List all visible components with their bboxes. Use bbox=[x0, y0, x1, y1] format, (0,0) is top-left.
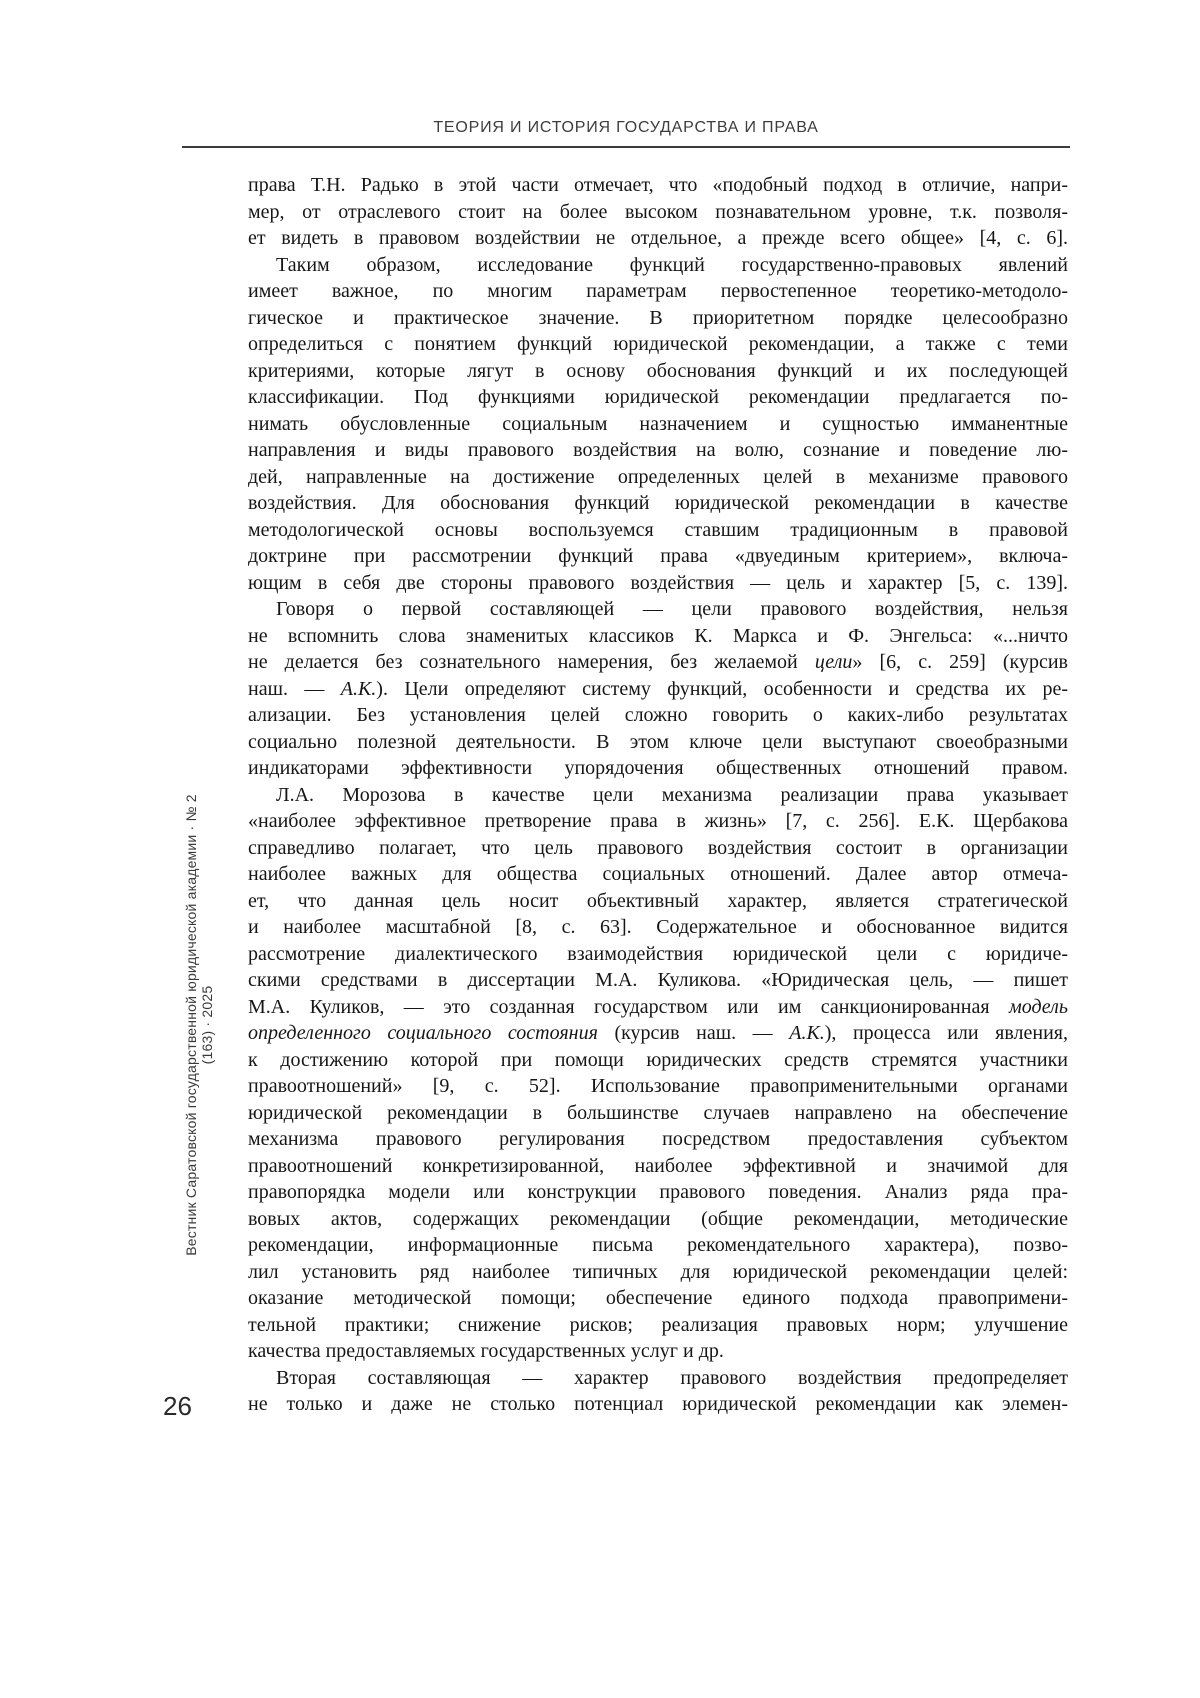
text-line bbox=[248, 967, 1068, 994]
text-line bbox=[248, 225, 1068, 252]
journal-imprint-vertical: Вестник Саратовской государственной юридической академии · № 2 (163) · 2025 bbox=[183, 794, 215, 1256]
italic-text-segment: определенного социального состояния bbox=[248, 1022, 598, 1044]
text-line bbox=[248, 1153, 1068, 1180]
text-line bbox=[248, 411, 1068, 438]
text-segment: тельной практики; снижение рисков; реализация правовых норм; улучшение bbox=[248, 1313, 1068, 1336]
text-segment: имеет важное, по многим параметрам первостепенное теоретико-методоло- bbox=[248, 280, 1068, 302]
text-segment: классификации. Под функциями юридической рекомендации предлагается по- bbox=[248, 386, 1068, 408]
text-segment: механизма правового регулирования посредством предоставления субъектом bbox=[248, 1128, 1068, 1150]
text-line bbox=[248, 278, 1068, 305]
text-line bbox=[248, 1259, 1068, 1286]
text-line bbox=[248, 1179, 1068, 1206]
text-segment: ет, что данная цель носит объективный характер, является стратегической bbox=[248, 889, 1068, 912]
text-line bbox=[248, 1391, 1068, 1418]
italic-text-segment: А.К. bbox=[340, 677, 377, 700]
text-segment: социально полезной деятельности. В этом ключе цели выступают своеобразными bbox=[248, 730, 1068, 753]
text-segment: не только и даже не столько потенциал юридической рекомендации как элемен- bbox=[248, 1393, 1068, 1415]
text-line bbox=[248, 596, 1068, 623]
paragraph bbox=[248, 1365, 1068, 1418]
text-segment: оказание методической помощи; обеспечение единого подхода правопримени- bbox=[248, 1287, 1068, 1309]
text-segment: к достижению которой при помощи юридических средств стремятся участники bbox=[248, 1048, 1068, 1071]
text-segment: правопорядка модели или конструкции правового поведения. Анализ ряда пра- bbox=[248, 1181, 1068, 1203]
text-line bbox=[248, 464, 1068, 491]
text-segment: ), процесса или явления, bbox=[824, 1022, 1068, 1044]
text-line bbox=[248, 1047, 1068, 1074]
text-line bbox=[248, 782, 1068, 809]
text-segment: дей, направленные на достижение определенных целей в механизме правового bbox=[248, 465, 1068, 488]
italic-text-segment: А.К. bbox=[789, 1022, 825, 1044]
text-segment: не делается без сознательного намерения, без желаемой bbox=[248, 651, 815, 673]
text-line bbox=[248, 490, 1068, 517]
text-line bbox=[248, 623, 1068, 650]
text-line bbox=[248, 1206, 1068, 1233]
text-segment: не вспомнить слова знаменитых классиков К. Маркса и Ф. Энгельса: «...ничто bbox=[248, 624, 1068, 647]
page-number: 26 bbox=[163, 1391, 192, 1421]
text-line bbox=[248, 570, 1068, 597]
text-line bbox=[248, 1126, 1068, 1153]
italic-text-segment: цели bbox=[814, 651, 853, 673]
text-segment: правоотношений конкретизированной, наиболее эффективной и значимой для bbox=[248, 1154, 1068, 1177]
text-segment: Говоря о первой составляющей — цели правового воздействия, нельзя bbox=[276, 598, 1068, 620]
text-line bbox=[248, 437, 1068, 464]
text-segment: ). Цели определяют систему функций, особенности и средства их ре- bbox=[376, 677, 1068, 700]
text-line bbox=[248, 861, 1068, 888]
text-line bbox=[248, 199, 1068, 226]
text-line bbox=[248, 517, 1068, 544]
text-segment: определиться с понятием функций юридической рекомендации, а также с теми bbox=[248, 333, 1068, 355]
text-line bbox=[248, 1312, 1068, 1339]
text-segment: вовых актов, содержащих рекомендации (общие рекомендации, методические bbox=[248, 1207, 1068, 1230]
text-line bbox=[248, 252, 1068, 279]
text-segment: наиболее важных для общества социальных отношений. Далее автор отмеча- bbox=[248, 863, 1068, 885]
text-line bbox=[248, 702, 1068, 729]
text-segment: «наиболее эффективное претворение права в жизнь» [7, с. 256]. Е.К. Щербакова bbox=[248, 810, 1068, 832]
text-segment: мер, от отраслевого стоит на более высоком познавательном уровне, т.к. позволя- bbox=[248, 200, 1068, 223]
text-segment: ализации. Без установления целей сложно говорить о каких-либо результатах bbox=[248, 704, 1068, 726]
text-line bbox=[248, 941, 1068, 968]
text-line bbox=[248, 1020, 1068, 1047]
text-segment: качества предоставляемых государственных услуг и др. bbox=[248, 1340, 724, 1362]
paragraph bbox=[248, 252, 1068, 597]
section-title: ТЕОРИЯ И ИСТОРИЯ ГОСУДАРСТВА И ПРАВА bbox=[433, 119, 819, 136]
text-segment: ет видеть в правовом воздействии не отдельное, а прежде всего общее» [4, с. 6]. bbox=[248, 227, 1068, 249]
text-segment: методологической основы воспользуемся ставшим традиционным в правовой bbox=[248, 518, 1068, 541]
paragraph bbox=[248, 782, 1068, 1365]
italic-text-segment: модель bbox=[1008, 995, 1068, 1018]
text-segment: и наиболее масштабной [8, с. 63]. Содержательное и обоснованное видится bbox=[248, 916, 1068, 938]
text-line bbox=[248, 358, 1068, 385]
text-line bbox=[248, 994, 1068, 1021]
text-line bbox=[248, 888, 1068, 915]
text-segment: воздействия. Для обоснования функций юридической рекомендации в качестве bbox=[248, 492, 1068, 514]
text-line bbox=[248, 384, 1068, 411]
text-line bbox=[248, 729, 1068, 756]
text-line bbox=[248, 1338, 1068, 1365]
text-segment: Таким образом, исследование функций государственно-правовых явлений bbox=[276, 253, 1068, 276]
text-line bbox=[248, 543, 1068, 570]
text-line bbox=[248, 1365, 1068, 1392]
text-line bbox=[248, 1285, 1068, 1312]
text-line bbox=[248, 172, 1068, 199]
text-segment: справедливо полагает, что цель правового воздействия состоит в организации bbox=[248, 836, 1068, 859]
text-line bbox=[248, 1100, 1068, 1127]
text-line bbox=[248, 755, 1068, 782]
text-segment: наш. — bbox=[248, 677, 341, 700]
text-segment: рекомендации, информационные письма рекомендательного характера), позво- bbox=[248, 1234, 1068, 1256]
text-segment: права Т.Н. Радько в этой части отмечает, что «подобный подход в отличие, напри- bbox=[248, 174, 1068, 196]
text-segment: М.А. Куликов, — это созданная государством или им санкционированная bbox=[248, 995, 1009, 1018]
text-segment: доктрине при рассмотрении функций права «двуединым критерием», включа- bbox=[248, 545, 1068, 567]
header-rule bbox=[182, 146, 1070, 148]
text-line bbox=[248, 676, 1068, 703]
paragraph bbox=[248, 596, 1068, 782]
text-segment: гическое и практическое значение. В приоритетном порядке целесообразно bbox=[248, 306, 1068, 329]
text-segment: правоотношений» [9, с. 52]. Использование правоприменительными органами bbox=[248, 1075, 1068, 1097]
text-line bbox=[248, 331, 1068, 358]
text-segment: индикаторами эффективности упорядочения общественных отношений правом. bbox=[248, 757, 1068, 779]
paragraph bbox=[248, 172, 1068, 252]
text-segment: рассмотрение диалектического взаимодействия юридической цели с юридиче- bbox=[248, 942, 1068, 965]
text-line bbox=[248, 914, 1068, 941]
text-line bbox=[248, 808, 1068, 835]
text-segment: Вторая составляющая — характер правового воздействия предопределяет bbox=[276, 1366, 1068, 1389]
text-line bbox=[248, 305, 1068, 332]
text-segment: » [6, с. 259] (курсив bbox=[852, 651, 1068, 673]
text-segment: Л.А. Морозова в качестве цели механизма реализации права указывает bbox=[276, 783, 1068, 806]
text-segment: нимать обусловленные социальным назначением и сущностью имманентные bbox=[248, 412, 1068, 435]
text-segment: ющим в себя две стороны правового воздействия — цель и характер [5, с. 139]. bbox=[248, 571, 1068, 594]
text-segment: скими средствами в диссертации М.А. Куликова. «Юридическая цель, — пишет bbox=[248, 969, 1068, 991]
text-segment: юридической рекомендации в большинстве случаев направлено на обеспечение bbox=[248, 1101, 1068, 1124]
text-line bbox=[248, 1232, 1068, 1259]
text-line bbox=[248, 835, 1068, 862]
text-line bbox=[248, 649, 1068, 676]
text-segment: (курсив наш. — bbox=[597, 1022, 790, 1044]
text-segment: критериями, которые лягут в основу обоснования функций и их последующей bbox=[248, 359, 1068, 382]
text-line bbox=[248, 1073, 1068, 1100]
text-segment: лил установить ряд наиболее типичных для юридической рекомендации целей: bbox=[248, 1260, 1068, 1283]
text-segment: направления и виды правового воздействия на волю, сознание и поведение лю- bbox=[248, 439, 1068, 461]
article-body bbox=[248, 172, 1068, 1418]
